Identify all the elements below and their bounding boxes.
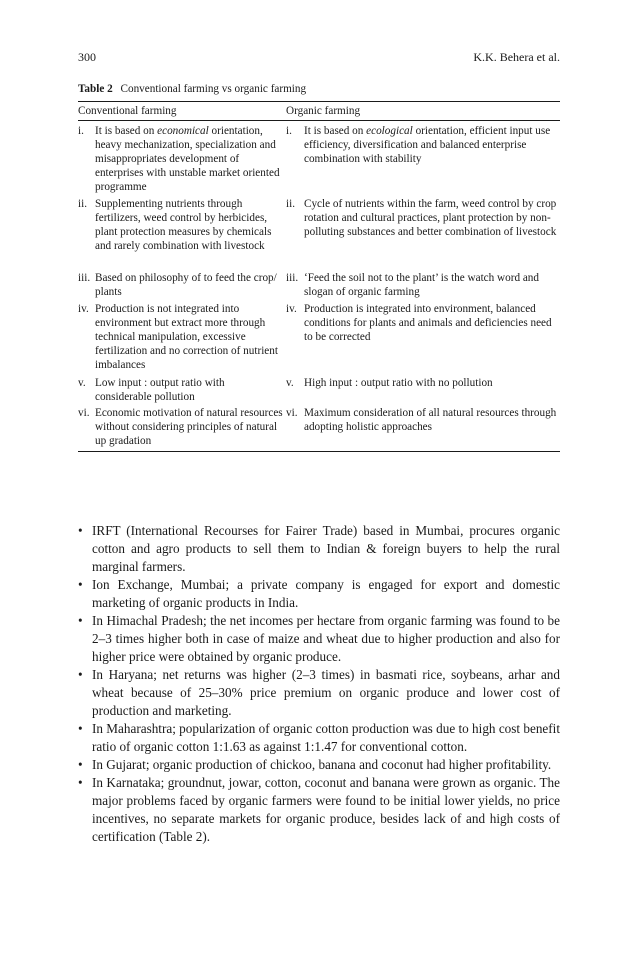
list-item: [78, 522, 560, 576]
table-cell-conventional: [78, 124, 283, 194]
table-caption: [78, 83, 306, 95]
row-marker: iii.: [78, 272, 91, 284]
cell-text: It is based on: [304, 125, 367, 137]
cell-text: Based on philosophy of to feed the crop/ plants: [95, 272, 277, 298]
table-cell-organic: [286, 376, 560, 390]
list-item: [78, 612, 560, 666]
bullet-icon: •: [78, 721, 83, 736]
row-marker: ii.: [78, 198, 88, 210]
row-marker: i.: [78, 125, 84, 137]
cell-emphasis: ecological: [366, 125, 413, 137]
running-author: K.K. Behera et al.: [473, 50, 560, 64]
table-label: Table 2: [78, 83, 113, 95]
row-marker: iv.: [286, 303, 297, 315]
cell-text: It is based on: [95, 125, 158, 137]
table-cell-conventional: [78, 197, 283, 253]
bullet-icon: •: [78, 613, 83, 628]
bullet-list: [78, 522, 560, 846]
row-marker: ii.: [286, 198, 296, 210]
row-marker: vi.: [286, 407, 298, 419]
table-cell-conventional: [78, 406, 283, 448]
list-item-text: In Himachal Pradesh; the net incomes per hectare from organic farming was found to be 2–3 times higher both in case of maize and wheat due to higher production and also for higher price were obtained by organic produce.: [92, 613, 560, 664]
cell-text: High input : output ratio with no pollution: [304, 377, 493, 389]
bullet-icon: •: [78, 523, 83, 538]
table-header-rule: [78, 120, 560, 121]
bullet-icon: •: [78, 775, 83, 790]
cell-text: Maximum consideration of all natural resources through adopting holistic approaches: [304, 407, 557, 433]
table-title: Conventional farming vs organic farming: [120, 83, 307, 95]
table-cell-organic: [286, 302, 560, 344]
list-item-text: Ion Exchange, Mumbai; a private company is engaged for export and domestic marketing of organic products in India.: [92, 577, 560, 610]
bullet-icon: •: [78, 667, 83, 682]
cell-text: Production is integrated into environment, balanced conditions for plants and animals and deficiencies need to be corrected: [304, 303, 552, 343]
cell-text: orientation, heavy mechanization, specialization and misappropriates development of enterprises with unstable market oriented programme: [95, 125, 280, 193]
table-cell-organic: [286, 406, 560, 434]
list-item: [78, 720, 560, 756]
list-item-text: In Maharashtra; popularization of organic cotton production was due to high cost benefit ratio of organic cotton 1:1.63 as against 1:1.47 for conventional cotton.: [92, 721, 560, 754]
cell-text: Low input : output ratio with considerable pollution: [95, 377, 225, 403]
cell-emphasis: economical: [157, 125, 209, 137]
table-cell-conventional: [78, 271, 283, 299]
list-item: [78, 576, 560, 612]
row-marker: v.: [78, 377, 86, 389]
list-item-text: In Gujarat; organic production of chickoo, banana and coconut had higher profitability.: [92, 757, 552, 772]
list-item-text: In Karnataka; groundnut, jowar, cotton, coconut and banana were grown as organic. The major problems faced by organic farmers were found to be initial lower yields, no price incentives, no separate markets for organic produce, besides lack of and high costs of certification (Table 2).: [92, 775, 560, 844]
page-number: 300: [78, 50, 96, 64]
table-cell-conventional: [78, 302, 283, 372]
table-cell-organic: [286, 124, 560, 166]
column-header-organic: Organic farming: [286, 105, 361, 117]
list-item-text: IRFT (International Recourses for Fairer Trade) based in Mumbai, procures organic cotton and agro products to sell them to Indian & foreign buyers to help the rural marginal farmers.: [92, 523, 560, 574]
cell-text: ‘Feed the soil not to the plant’ is the watch word and slogan of organic farming: [304, 272, 539, 298]
list-item: [78, 666, 560, 720]
cell-text: Cycle of nutrients within the farm, weed control by crop rotation and cultural practices, plant protection by non-polluting substances and better combination of livestock: [304, 198, 557, 238]
cell-text: Production is not integrated into environment but extract more through technical manipulation, excessive fertilization and no correction of nutrient imbalances: [95, 303, 278, 371]
cell-text: Supplementing nutrients through fertilizers, weed control by herbicides, plant protection measures by chemicals and rarely combination with livestock: [95, 198, 272, 252]
row-marker: i.: [286, 125, 292, 137]
bullet-icon: •: [78, 757, 83, 772]
row-marker: iii.: [286, 272, 299, 284]
row-marker: v.: [286, 377, 294, 389]
table-top-rule: [78, 101, 560, 102]
cell-text: orientation, efficient input use efficiency, diversification and balanced enterprise combination with stability: [304, 125, 551, 165]
table-bottom-rule: [78, 451, 560, 452]
row-marker: vi.: [78, 407, 90, 419]
list-item: [78, 756, 560, 774]
bullet-icon: •: [78, 577, 83, 592]
list-item-text: In Haryana; net returns was higher (2–3 times) in basmati rice, soybeans, arhar and wheat because of 25–30% price premium on organic produce and lower cost of production and marketing.: [92, 667, 560, 718]
list-item: [78, 774, 560, 846]
table-cell-organic: [286, 197, 560, 239]
column-header-conventional: Conventional farming: [78, 105, 177, 117]
table-cell-conventional: [78, 376, 283, 404]
table-cell-organic: [286, 271, 560, 299]
cell-text: Economic motivation of natural resources without considering principles of natural up gradation: [95, 407, 283, 447]
row-marker: iv.: [78, 303, 89, 315]
